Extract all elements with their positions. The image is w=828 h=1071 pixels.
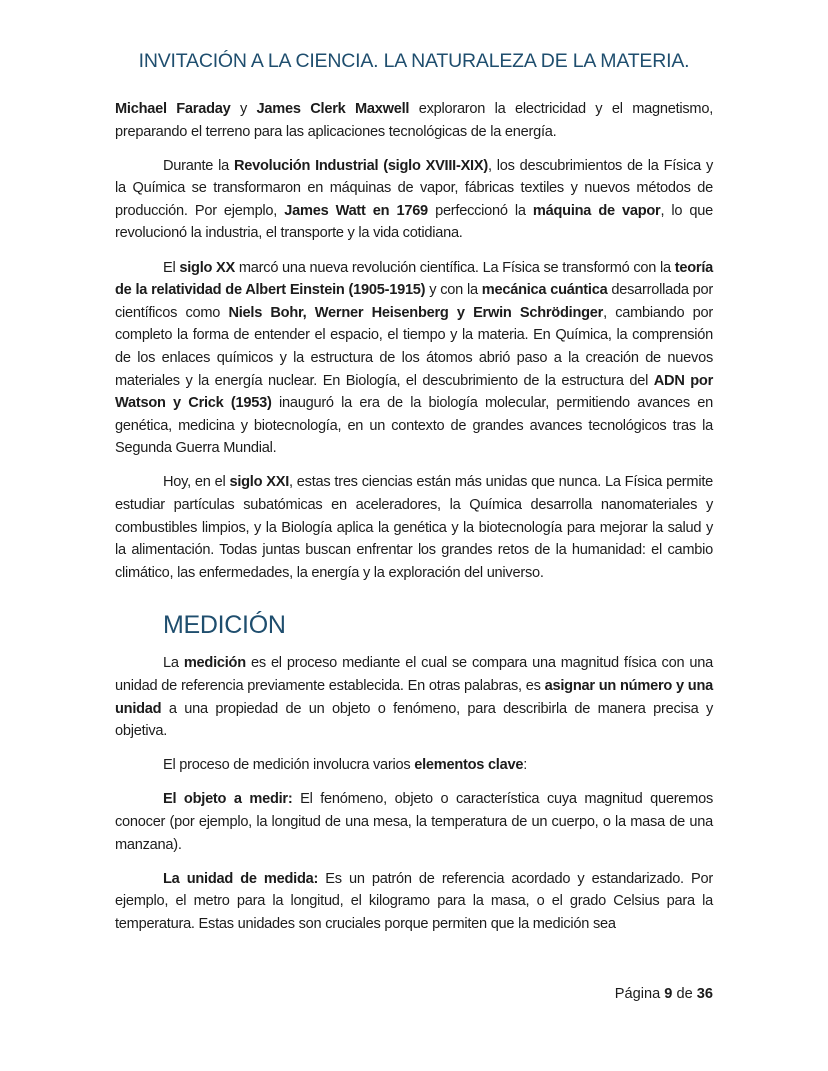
paragraph xyxy=(115,868,713,936)
intro-paragraphs xyxy=(115,98,713,584)
paragraph xyxy=(115,788,713,856)
bold-text: siglo XX xyxy=(179,259,236,276)
text: La xyxy=(163,655,184,672)
paragraph xyxy=(115,471,713,584)
text: Durante la xyxy=(163,157,234,174)
paragraph xyxy=(115,98,713,143)
text: : xyxy=(523,757,528,774)
bold-text: James Clerk Maxwell xyxy=(256,101,410,117)
section-paragraphs xyxy=(115,652,713,935)
text: El proceso de medición involucra varios xyxy=(163,757,415,774)
bold-text: Niels Bohr, Werner Heisenberg y Erwin Schrödinger xyxy=(228,304,604,321)
page-footer xyxy=(615,986,713,1002)
page-label: Página xyxy=(614,986,665,1002)
paragraph xyxy=(115,155,713,245)
bold-text: La unidad de medida: xyxy=(163,870,319,887)
bold-text: Michael Faraday xyxy=(115,101,231,117)
bold-text: elementos clave xyxy=(414,757,524,774)
of-label: de xyxy=(672,986,697,1002)
paragraph xyxy=(115,257,713,460)
text: El fenómeno, objeto o característica cuya magnitud queremos conocer (por ejemplo, la longitud de una mesa, la temperatura de un cuerpo, o la masa de una manzana). xyxy=(115,791,713,853)
text: , cambiando por completo la forma de entender el espacio, el tiempo y la materia. En Química, la comprensión de los enlaces químicos y la estructura de los átomos abrió paso a la creación de nuevos materiales y la energía nuclear. En Biología, el descubrimiento de la estructura del xyxy=(115,304,713,389)
bold-text: Revolución Industrial (siglo XVIII-XIX) xyxy=(233,157,488,174)
text: El xyxy=(163,259,180,276)
text: desarrollada por científicos como xyxy=(115,282,713,321)
paragraph xyxy=(115,652,713,742)
text: y xyxy=(230,101,257,117)
text: exploraron la electricidad y el magnetismo, preparando el terreno para las aplicaciones tecnológicas de la energía. xyxy=(115,101,713,140)
bold-text: ADN por Watson y Crick (1953) xyxy=(115,372,713,412)
paragraph xyxy=(115,754,713,777)
text: , lo que revolucionó la industria, el transporte y la vida cotidiana. xyxy=(115,202,714,242)
bold-text: mecánica cuántica xyxy=(481,282,608,299)
text: , estas tres ciencias están más unidas que nunca. La Física permite estudiar partículas subatómicas en aceleradores, la Química desarrolla nanomateriales y combustibles limpios, y la Biología aplica la genética y la biotecnología para mejorar la salud y la alimentación. Todas juntas buscan enfrentar los grandes retos de la humanidad: el cambio climático, las enfermedades, la energía y la exploración del universo. xyxy=(115,474,713,581)
section-title-medicion: MEDICIÓN xyxy=(163,611,286,640)
total-pages: 36 xyxy=(696,986,713,1002)
bold-text: medición xyxy=(183,655,246,672)
bold-text: siglo XXI xyxy=(229,474,290,491)
text: marcó una nueva revolución científica. La Física se transformó con la xyxy=(235,259,675,276)
bold-text: teoría de la relatividad de Albert Einstein (1905-1915) xyxy=(115,259,714,299)
text: perfeccionó la xyxy=(427,202,533,219)
text: Hoy, en el xyxy=(163,474,230,491)
current-page-number: 9 xyxy=(664,986,673,1002)
text: a una propiedad de un objeto o fenómeno, para describirla de manera precisa y objetiva. xyxy=(115,700,713,740)
bold-text: El objeto a medir: xyxy=(163,791,293,808)
bold-text: asignar un número y una unidad xyxy=(115,677,713,717)
text: inauguró la era de la biología molecular, permitiendo avances en genética, medicina y biotecnología, en un contexto de grandes avances tecnológicos tras la Segunda Guerra Mundial. xyxy=(115,395,713,457)
document-body xyxy=(115,98,713,947)
bold-text: James Watt en 1769 xyxy=(284,202,428,219)
bold-text: máquina de vapor xyxy=(532,202,661,219)
text: Es un patrón de referencia acordado y estandarizado. Por ejemplo, el metro para la longitud, el kilogramo para la masa, o el grado Celsius para la temperatura. Estas unidades son cruciales porque permiten que la medición sea xyxy=(115,870,713,932)
text: , los descubrimientos de la Física y la Química se transformaron en máquinas de vapor, fábricas textiles y nuevos métodos de producción. Por ejemplo, xyxy=(115,157,714,219)
page-header-title: INVITACIÓN A LA CIENCIA. LA NATURALEZA DE LA MATERIA. xyxy=(138,50,690,72)
text: es el proceso mediante el cual se compara una magnitud física con una unidad de referencia previamente establecida. En otras palabras, es xyxy=(115,655,713,694)
text: y con la xyxy=(425,282,482,299)
